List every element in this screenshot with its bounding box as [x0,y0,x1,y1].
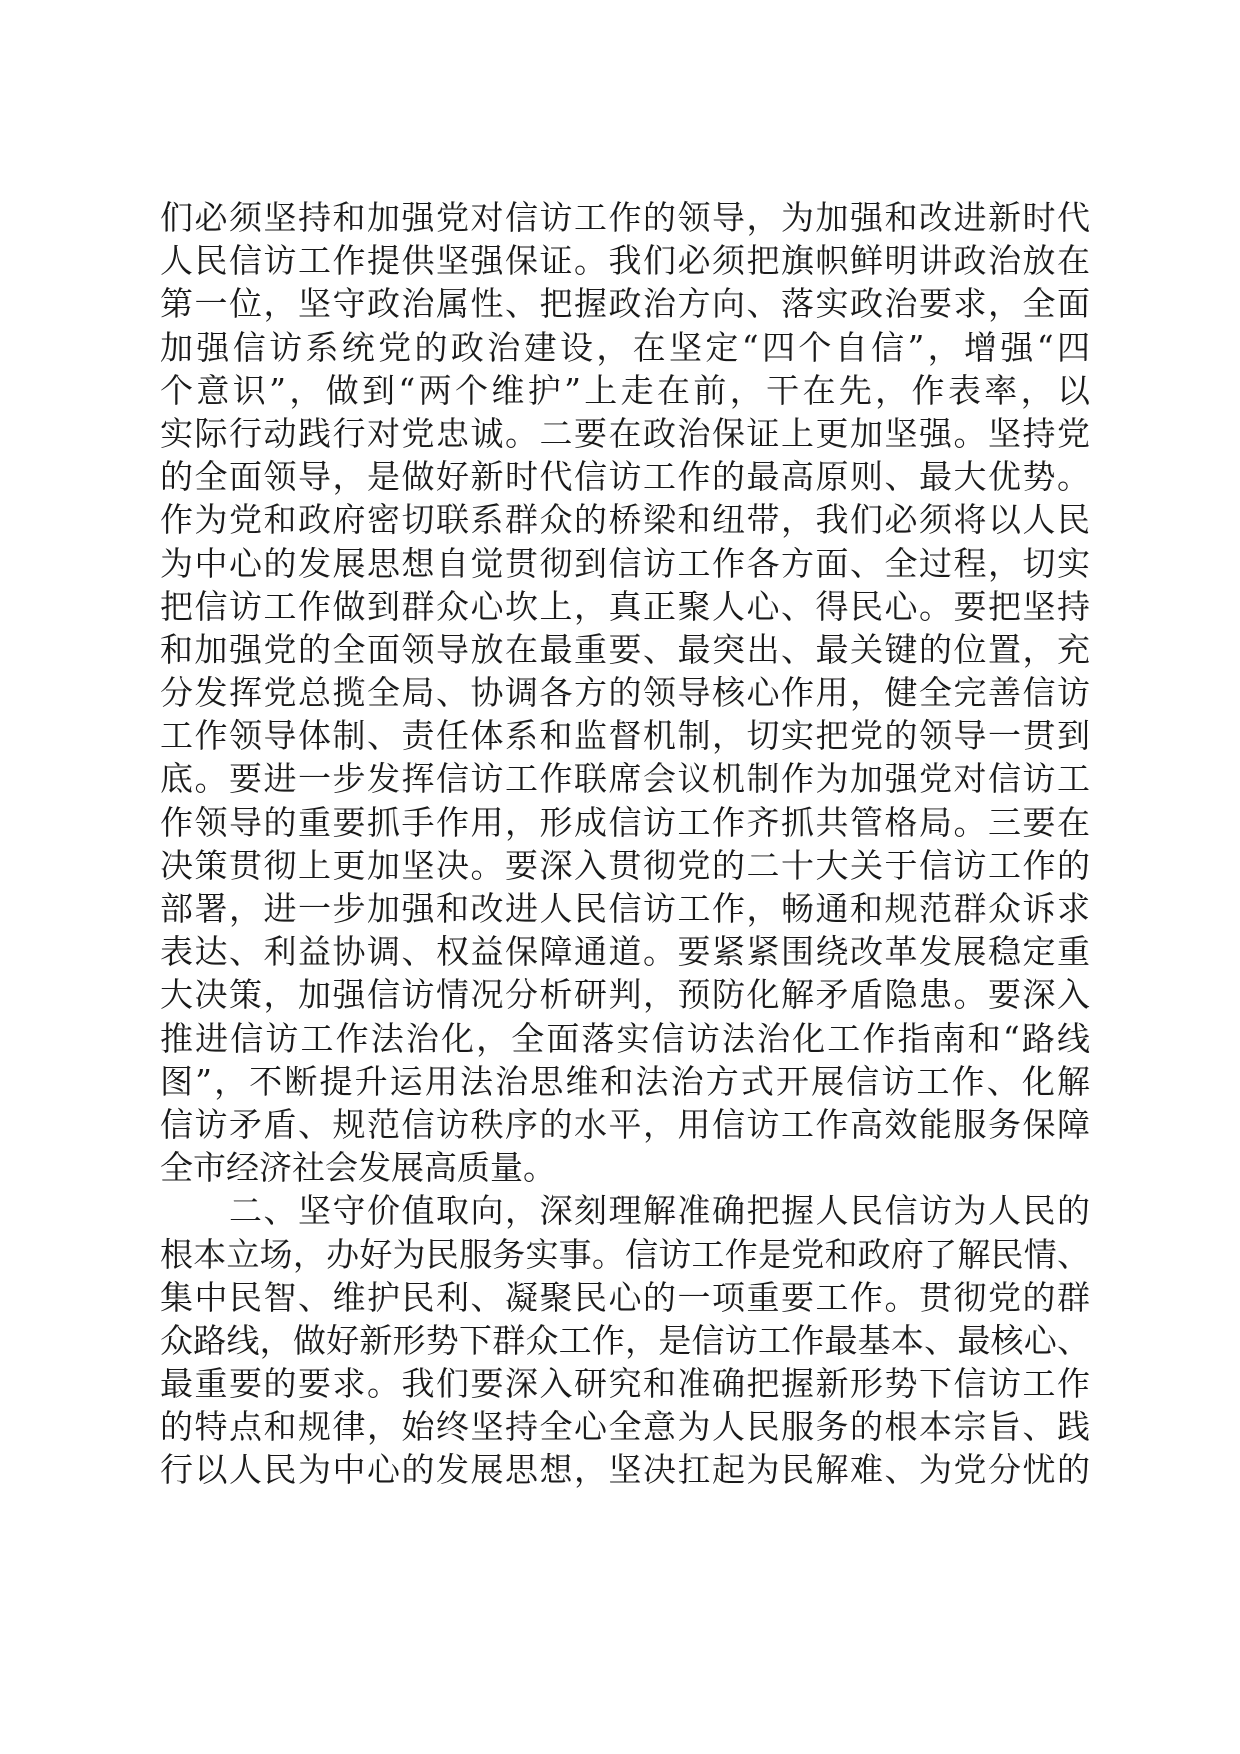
text-line: 推进信访工作法治化，全面落实信访法治化工作指南和“路线 [160,1018,1090,1058]
text-line: 信访矛盾、规范信访秩序的水平，用信访工作高效能服务保障 [160,1104,1090,1144]
text-line: 行以人民为中心的发展思想，坚决扛起为民解难、为党分忧的 [160,1450,1090,1490]
text-line: 图”，不断提升运用法治思维和法治方式开展信访工作、化解 [160,1061,1090,1101]
text-line: 为中心的发展思想自觉贯彻到信访工作各方面、全过程，切实 [160,543,1090,583]
text-line: 把信访工作做到群众心坎上，真正聚人心、得民心。要把坚持 [160,586,1090,626]
text-line: 表达、利益协调、权益保障通道。要紧紧围绕改革发展稳定重 [160,932,1090,972]
text-line: 决策贯彻上更加坚决。要深入贯彻党的二十大关于信访工作的 [160,845,1090,885]
text-line: 的特点和规律，始终坚持全心全意为人民服务的根本宗旨、践 [160,1407,1090,1447]
text-line: 人民信访工作提供坚强保证。我们必须把旗帜鲜明讲政治放在 [160,241,1090,281]
text-line: 底。要进一步发挥信访工作联席会议机制作为加强党对信访工 [160,759,1090,799]
text-line: 作为党和政府密切联系群众的桥梁和纽带，我们必须将以人民 [160,500,1090,540]
text-line: 大决策，加强信访情况分析研判，预防化解矛盾隐患。要深入 [160,975,1090,1015]
body-text [160,196,1090,1492]
text-line: 个意识”，做到“两个维护”上走在前，干在先，作表率，以 [160,370,1090,410]
paragraph-end-line: 全市经济社会发展高质量。 [160,1148,556,1188]
text-line: 部署，进一步加强和改进人民信访工作，畅通和规范群众诉求 [160,889,1090,928]
text-line: 实际行动践行对党忠诚。二要在政治保证上更加坚强。坚持党 [160,413,1090,453]
text-line: 加强信访系统党的政治建设，在坚定“四个自信”，增强“四 [160,327,1090,367]
text-line: 们必须坚持和加强党对信访工作的领导，为加强和改进新时代 [160,198,1090,237]
text-line: 根本立场，办好为民服务实事。信访工作是党和政府了解民情、 [160,1234,1090,1274]
text-line: 众路线，做好新形势下群众工作，是信访工作最基本、最核心、 [160,1320,1090,1360]
text-line: 分发挥党总揽全局、协调各方的领导核心作用，健全完善信访 [160,673,1090,713]
text-line: 工作领导体制、责任体系和监督机制，切实把党的领导一贯到 [160,716,1090,756]
text-line: 和加强党的全面领导放在最重要、最突出、最关键的位置，充 [160,629,1090,669]
text-line: 最重要的要求。我们要深入研究和准确把握新形势下信访工作 [160,1364,1090,1404]
text-line: 的全面领导，是做好新时代信访工作的最高原则、最大优势。 [160,457,1090,497]
paragraph-start-line: 二、坚守价值取向，深刻理解准确把握人民信访为人民的 [160,1191,1090,1231]
text-line: 第一位，坚守政治属性、把握政治方向、落实政治要求，全面 [160,284,1090,324]
text-line: 集中民智、维护民利、凝聚民心的一项重要工作。贯彻党的群 [160,1277,1090,1317]
text-line: 作领导的重要抓手作用，形成信访工作齐抓共管格局。三要在 [160,802,1090,842]
